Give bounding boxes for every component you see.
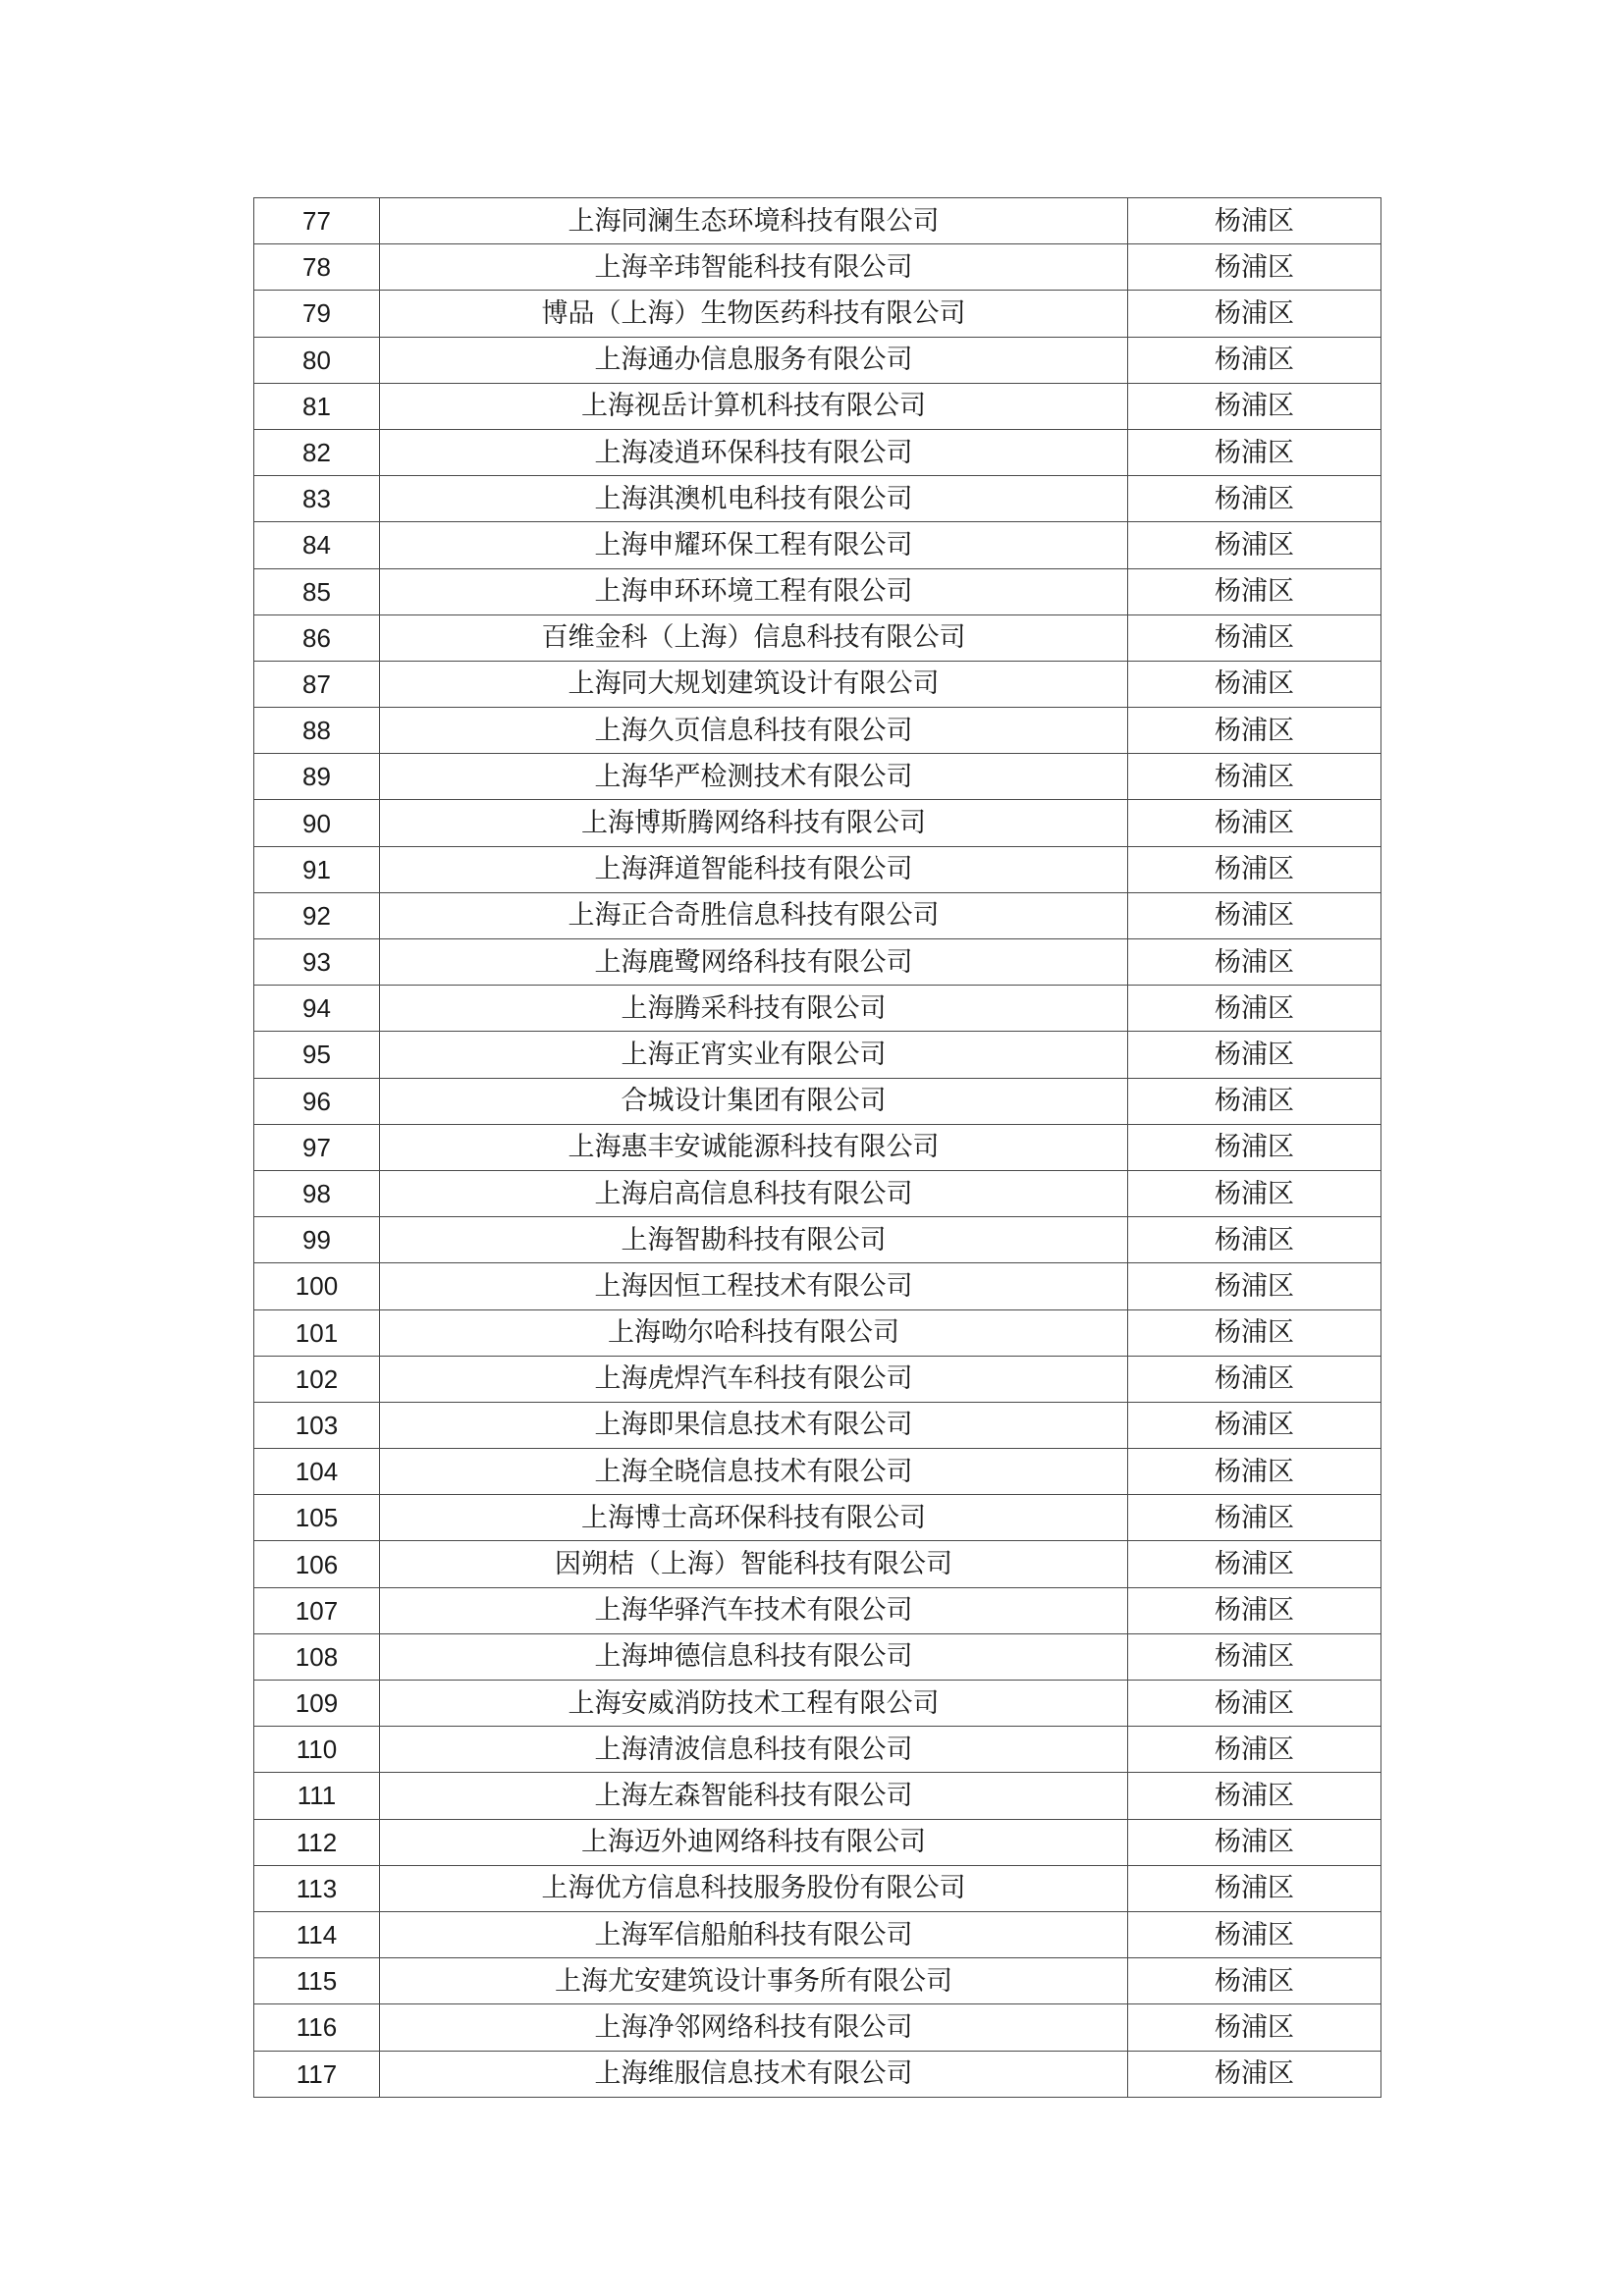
table-row <box>254 2004 1381 2051</box>
district: 杨浦区 <box>1128 1819 1381 1865</box>
district: 杨浦区 <box>1128 1170 1381 1216</box>
company-name: 上海呦尔哈科技有限公司 <box>380 1309 1128 1356</box>
row-number: 99 <box>254 1217 380 1263</box>
district: 杨浦区 <box>1128 1495 1381 1541</box>
district: 杨浦区 <box>1128 1727 1381 1773</box>
table-body <box>254 198 1381 2098</box>
row-number: 112 <box>254 1819 380 1865</box>
row-number: 89 <box>254 754 380 800</box>
company-name: 上海尤安建筑设计事务所有限公司 <box>380 1958 1128 2004</box>
row-number: 116 <box>254 2004 380 2051</box>
row-number: 106 <box>254 1541 380 1587</box>
district: 杨浦区 <box>1128 1633 1381 1680</box>
company-name: 上海淇澳机电科技有限公司 <box>380 476 1128 522</box>
row-number: 109 <box>254 1681 380 1727</box>
row-number: 85 <box>254 568 380 614</box>
table-row <box>254 291 1381 337</box>
company-name: 上海即果信息技术有限公司 <box>380 1402 1128 1448</box>
table-row <box>254 1032 1381 1078</box>
row-number: 117 <box>254 2051 380 2097</box>
row-number: 87 <box>254 661 380 707</box>
company-name: 上海辛玮智能科技有限公司 <box>380 244 1128 291</box>
district: 杨浦区 <box>1128 939 1381 986</box>
district: 杨浦区 <box>1128 1541 1381 1587</box>
company-name: 上海惠丰安诚能源科技有限公司 <box>380 1124 1128 1170</box>
district: 杨浦区 <box>1128 1449 1381 1495</box>
row-number: 104 <box>254 1449 380 1495</box>
row-number: 114 <box>254 1911 380 1957</box>
district: 杨浦区 <box>1128 986 1381 1032</box>
row-number: 95 <box>254 1032 380 1078</box>
district: 杨浦区 <box>1128 1356 1381 1402</box>
company-name: 上海正宵实业有限公司 <box>380 1032 1128 1078</box>
district: 杨浦区 <box>1128 291 1381 337</box>
row-number: 78 <box>254 244 380 291</box>
district: 杨浦区 <box>1128 708 1381 754</box>
row-number: 92 <box>254 892 380 938</box>
district: 杨浦区 <box>1128 846 1381 892</box>
row-number: 94 <box>254 986 380 1032</box>
company-name: 上海维服信息技术有限公司 <box>380 2051 1128 2097</box>
district: 杨浦区 <box>1128 661 1381 707</box>
district: 杨浦区 <box>1128 337 1381 383</box>
table-row <box>254 754 1381 800</box>
district: 杨浦区 <box>1128 1032 1381 1078</box>
row-number: 91 <box>254 846 380 892</box>
company-name: 上海同澜生态环境科技有限公司 <box>380 198 1128 244</box>
company-name: 博品（上海）生物医药科技有限公司 <box>380 291 1128 337</box>
district: 杨浦区 <box>1128 568 1381 614</box>
company-name: 上海军信船舶科技有限公司 <box>380 1911 1128 1957</box>
table-row <box>254 522 1381 568</box>
table-row <box>254 1773 1381 1819</box>
row-number: 111 <box>254 1773 380 1819</box>
table-row <box>254 1309 1381 1356</box>
row-number: 108 <box>254 1633 380 1680</box>
district: 杨浦区 <box>1128 1865 1381 1911</box>
district: 杨浦区 <box>1128 1773 1381 1819</box>
company-name: 上海智勘科技有限公司 <box>380 1217 1128 1263</box>
district: 杨浦区 <box>1128 1402 1381 1448</box>
district: 杨浦区 <box>1128 1309 1381 1356</box>
company-name: 上海优方信息科技服务股份有限公司 <box>380 1865 1128 1911</box>
company-name: 上海清波信息科技有限公司 <box>380 1727 1128 1773</box>
company-name: 上海净邻网络科技有限公司 <box>380 2004 1128 2051</box>
row-number: 79 <box>254 291 380 337</box>
row-number: 93 <box>254 939 380 986</box>
district: 杨浦区 <box>1128 2051 1381 2097</box>
company-name: 上海安威消防技术工程有限公司 <box>380 1681 1128 1727</box>
company-name: 合城设计集团有限公司 <box>380 1078 1128 1124</box>
company-name: 上海博斯腾网络科技有限公司 <box>380 800 1128 846</box>
company-name: 上海久页信息科技有限公司 <box>380 708 1128 754</box>
table-row <box>254 1911 1381 1957</box>
table-row <box>254 244 1381 291</box>
table-row <box>254 568 1381 614</box>
row-number: 86 <box>254 614 380 661</box>
company-name: 上海虎焊汽车科技有限公司 <box>380 1356 1128 1402</box>
table-row <box>254 1170 1381 1216</box>
row-number: 81 <box>254 383 380 429</box>
row-number: 88 <box>254 708 380 754</box>
table-row <box>254 1958 1381 2004</box>
table-row <box>254 1727 1381 1773</box>
company-name: 上海启高信息科技有限公司 <box>380 1170 1128 1216</box>
company-name: 上海博士高环保科技有限公司 <box>380 1495 1128 1541</box>
row-number: 105 <box>254 1495 380 1541</box>
row-number: 82 <box>254 429 380 475</box>
row-number: 102 <box>254 1356 380 1402</box>
company-name: 百维金科（上海）信息科技有限公司 <box>380 614 1128 661</box>
district: 杨浦区 <box>1128 1078 1381 1124</box>
company-name: 上海迈外迪网络科技有限公司 <box>380 1819 1128 1865</box>
table-row <box>254 1633 1381 1680</box>
row-number: 84 <box>254 522 380 568</box>
company-name: 上海同大规划建筑设计有限公司 <box>380 661 1128 707</box>
district: 杨浦区 <box>1128 1263 1381 1309</box>
table-row <box>254 383 1381 429</box>
row-number: 80 <box>254 337 380 383</box>
table-row <box>254 800 1381 846</box>
row-number: 97 <box>254 1124 380 1170</box>
district: 杨浦区 <box>1128 383 1381 429</box>
company-name: 上海全晓信息技术有限公司 <box>380 1449 1128 1495</box>
district: 杨浦区 <box>1128 476 1381 522</box>
row-number: 96 <box>254 1078 380 1124</box>
table-row <box>254 708 1381 754</box>
row-number: 115 <box>254 1958 380 2004</box>
table-row <box>254 846 1381 892</box>
table-row <box>254 476 1381 522</box>
district: 杨浦区 <box>1128 754 1381 800</box>
district: 杨浦区 <box>1128 614 1381 661</box>
table-row <box>254 939 1381 986</box>
table-row <box>254 1587 1381 1633</box>
table-row <box>254 2051 1381 2097</box>
district: 杨浦区 <box>1128 198 1381 244</box>
table-row <box>254 1356 1381 1402</box>
table-row <box>254 337 1381 383</box>
company-name: 上海左森智能科技有限公司 <box>380 1773 1128 1819</box>
row-number: 107 <box>254 1587 380 1633</box>
table-row <box>254 1681 1381 1727</box>
company-name: 上海鹿鹭网络科技有限公司 <box>380 939 1128 986</box>
table-row <box>254 1078 1381 1124</box>
table-row <box>254 1449 1381 1495</box>
district: 杨浦区 <box>1128 429 1381 475</box>
table-row <box>254 1402 1381 1448</box>
table-row <box>254 198 1381 244</box>
company-name: 上海视岳计算机科技有限公司 <box>380 383 1128 429</box>
table-row <box>254 1124 1381 1170</box>
row-number: 110 <box>254 1727 380 1773</box>
company-name: 因朔桔（上海）智能科技有限公司 <box>380 1541 1128 1587</box>
table-row <box>254 986 1381 1032</box>
table-row <box>254 614 1381 661</box>
row-number: 103 <box>254 1402 380 1448</box>
company-name: 上海因恒工程技术有限公司 <box>380 1263 1128 1309</box>
district: 杨浦区 <box>1128 800 1381 846</box>
district: 杨浦区 <box>1128 892 1381 938</box>
table-row <box>254 1217 1381 1263</box>
district: 杨浦区 <box>1128 1124 1381 1170</box>
row-number: 77 <box>254 198 380 244</box>
company-name: 上海凌逍环保科技有限公司 <box>380 429 1128 475</box>
table-row <box>254 429 1381 475</box>
table-row <box>254 1263 1381 1309</box>
table-row <box>254 1819 1381 1865</box>
district: 杨浦区 <box>1128 1217 1381 1263</box>
district: 杨浦区 <box>1128 244 1381 291</box>
company-name: 上海申耀环保工程有限公司 <box>380 522 1128 568</box>
company-name: 上海华驿汽车技术有限公司 <box>380 1587 1128 1633</box>
table-row <box>254 1865 1381 1911</box>
district: 杨浦区 <box>1128 1587 1381 1633</box>
company-name: 上海坤德信息科技有限公司 <box>380 1633 1128 1680</box>
company-name: 上海腾采科技有限公司 <box>380 986 1128 1032</box>
table-row <box>254 892 1381 938</box>
company-name: 上海正合奇胜信息科技有限公司 <box>380 892 1128 938</box>
table-row <box>254 1495 1381 1541</box>
row-number: 98 <box>254 1170 380 1216</box>
row-number: 100 <box>254 1263 380 1309</box>
district: 杨浦区 <box>1128 1681 1381 1727</box>
district: 杨浦区 <box>1128 2004 1381 2051</box>
company-name: 上海通办信息服务有限公司 <box>380 337 1128 383</box>
row-number: 113 <box>254 1865 380 1911</box>
table-row <box>254 661 1381 707</box>
row-number: 83 <box>254 476 380 522</box>
company-name: 上海申环环境工程有限公司 <box>380 568 1128 614</box>
company-name: 上海华严检测技术有限公司 <box>380 754 1128 800</box>
table-row <box>254 1541 1381 1587</box>
row-number: 101 <box>254 1309 380 1356</box>
district: 杨浦区 <box>1128 1911 1381 1957</box>
company-list-table <box>253 197 1381 2098</box>
district: 杨浦区 <box>1128 1958 1381 2004</box>
company-name: 上海湃道智能科技有限公司 <box>380 846 1128 892</box>
row-number: 90 <box>254 800 380 846</box>
district: 杨浦区 <box>1128 522 1381 568</box>
